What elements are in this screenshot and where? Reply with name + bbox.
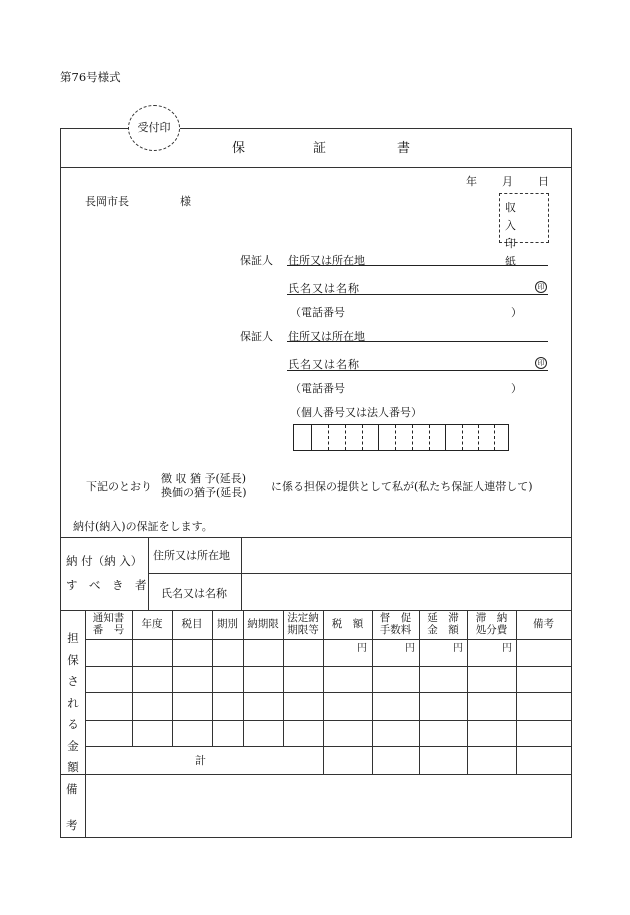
guarantor-2-phone-close: ）	[511, 382, 522, 395]
side-char: 担	[67, 631, 79, 645]
side-char: さ	[67, 674, 79, 688]
revenue-stamp-char-2: 入	[505, 219, 516, 232]
reception-stamp-label: 受付印	[137, 121, 171, 134]
header-text: 処分費	[475, 623, 508, 636]
id-box-divider	[429, 425, 430, 450]
revenue-stamp-box	[499, 193, 549, 268]
date-year-label: 年	[466, 175, 477, 188]
honorific: 様	[180, 195, 191, 208]
header-text: 納期限	[247, 617, 279, 630]
remarks-label-char-2: 考	[66, 818, 78, 832]
header-text: 延 滞	[427, 611, 459, 624]
title-char-3: 書	[397, 141, 411, 156]
id-box-divider	[445, 425, 446, 450]
payer-top-line	[61, 537, 571, 538]
side-char: れ	[67, 695, 79, 710]
guarantor-2-name-line	[287, 370, 548, 371]
header-text: 番 号	[92, 623, 125, 636]
yen-unit-delinquency: 円	[453, 643, 463, 654]
table-row-line-2	[85, 692, 571, 693]
statement-prefix: 下記のとおり	[86, 480, 152, 493]
secured-amount-side-label	[65, 628, 81, 779]
header-text: 備考	[533, 617, 554, 630]
revenue-stamp-char-4: 紙	[505, 255, 516, 268]
id-number-boxes	[293, 424, 509, 451]
payer-mid-line	[148, 573, 571, 574]
id-box-divider	[412, 425, 413, 450]
header-text: 金 額	[427, 623, 459, 636]
side-char: る	[67, 717, 79, 731]
header-tax-item	[172, 609, 212, 638]
guarantor-2-address-label: 住所又は所在地	[288, 330, 365, 343]
yen-unit-demand-fee: 円	[405, 643, 415, 654]
guarantor-1-address-label: 住所又は所在地	[288, 254, 365, 267]
statement-suffix: に係る担保の提供として私が(私たち保証人連帯して)	[271, 480, 533, 493]
guarantor-1-phone-label: （電話番号	[290, 306, 345, 319]
table-header-line	[85, 639, 571, 640]
header-disposition-cost	[467, 609, 516, 638]
revenue-stamp-char-1: 収	[505, 201, 516, 214]
date-day-label: 日	[538, 175, 549, 188]
id-number-label: （個人番号又は法人番号）	[290, 406, 422, 419]
statement-line2: 納付(納入)の保証をします。	[73, 520, 213, 533]
header-delinquency-charge	[419, 609, 467, 638]
remarks-top-line	[61, 774, 571, 775]
header-text: 年度	[141, 617, 163, 630]
date-month-label: 月	[502, 175, 513, 188]
guarantor-1-seal-mark: 印	[535, 281, 547, 293]
header-text: 期別	[217, 617, 238, 630]
reception-stamp-circle	[128, 105, 180, 151]
guarantor-2-name-label: 氏名又は名称	[288, 358, 360, 371]
id-box-divider	[311, 425, 312, 450]
payer-label-line2: す べ き 者	[66, 578, 147, 592]
remarks-label-char-1: 備	[66, 782, 78, 796]
table-row-line-4	[85, 746, 571, 747]
id-box-divider	[462, 425, 463, 450]
header-text: 税目	[181, 617, 203, 630]
yen-unit-tax: 円	[357, 643, 367, 654]
header-notice-number	[85, 609, 132, 638]
table-row-line-1	[85, 666, 571, 667]
header-text: 手数料	[379, 623, 412, 636]
header-text: 期限等	[287, 623, 319, 636]
header-text: 滞 納	[475, 611, 508, 624]
title-char-1: 保	[232, 141, 246, 156]
payer-label-divider	[148, 537, 149, 610]
payer-address-label: 住所又は所在地	[153, 549, 230, 562]
id-box-divider	[478, 425, 479, 450]
header-text: 督 促	[379, 611, 412, 624]
header-remarks	[516, 609, 571, 638]
title-char-2: 証	[313, 141, 327, 156]
id-box-divider	[494, 425, 495, 450]
form-number: 第76号様式	[60, 70, 121, 84]
guarantor-2-address-line	[287, 341, 548, 342]
revenue-stamp-char-3: 印	[505, 237, 516, 250]
guarantor-1-phone-close: ）	[511, 306, 522, 319]
payer-name-label: 氏名又は名称	[161, 587, 227, 600]
guarantor-1-label: 保証人	[240, 254, 273, 267]
header-demand-fee	[372, 609, 419, 638]
payer-field-divider	[241, 537, 242, 610]
side-char: 額	[67, 760, 79, 774]
remarks-divider	[85, 774, 86, 838]
header-fiscal-year	[132, 609, 172, 638]
header-text: 税 額	[331, 617, 364, 630]
table-row-line-3	[85, 720, 571, 721]
id-box-divider	[345, 425, 346, 450]
id-box-divider	[378, 425, 379, 450]
guarantor-1-address-line	[287, 265, 548, 266]
total-label: 計	[195, 754, 206, 767]
title-divider	[61, 167, 571, 168]
header-text: 法定納	[287, 611, 319, 624]
header-text: 通知書	[92, 611, 125, 624]
header-period	[212, 609, 243, 638]
guarantor-1-name-line	[287, 294, 548, 295]
side-char: 金	[67, 738, 79, 753]
guarantor-2-phone-label: （電話番号	[290, 382, 345, 395]
id-box-divider	[395, 425, 396, 450]
header-statutory-deadline	[283, 609, 323, 638]
header-tax-amount	[323, 609, 372, 638]
header-due-date	[243, 609, 283, 638]
addressee: 長岡市長	[85, 195, 129, 208]
guarantor-2-label: 保証人	[240, 330, 273, 343]
payer-label-line1: 納 付（納 入）	[66, 554, 143, 568]
statement-option-deferral: 徴 収 猶 予(延長)	[161, 472, 247, 485]
id-box-divider	[362, 425, 363, 450]
id-box-divider	[328, 425, 329, 450]
guarantor-2-seal-mark: 印	[535, 357, 547, 369]
yen-unit-disposition: 円	[502, 643, 512, 654]
side-char: 保	[67, 652, 79, 667]
guarantor-1-name-label: 氏名又は名称	[288, 282, 360, 295]
statement-option-conversion-deferral: 換価の猶予(延長)	[161, 486, 247, 499]
